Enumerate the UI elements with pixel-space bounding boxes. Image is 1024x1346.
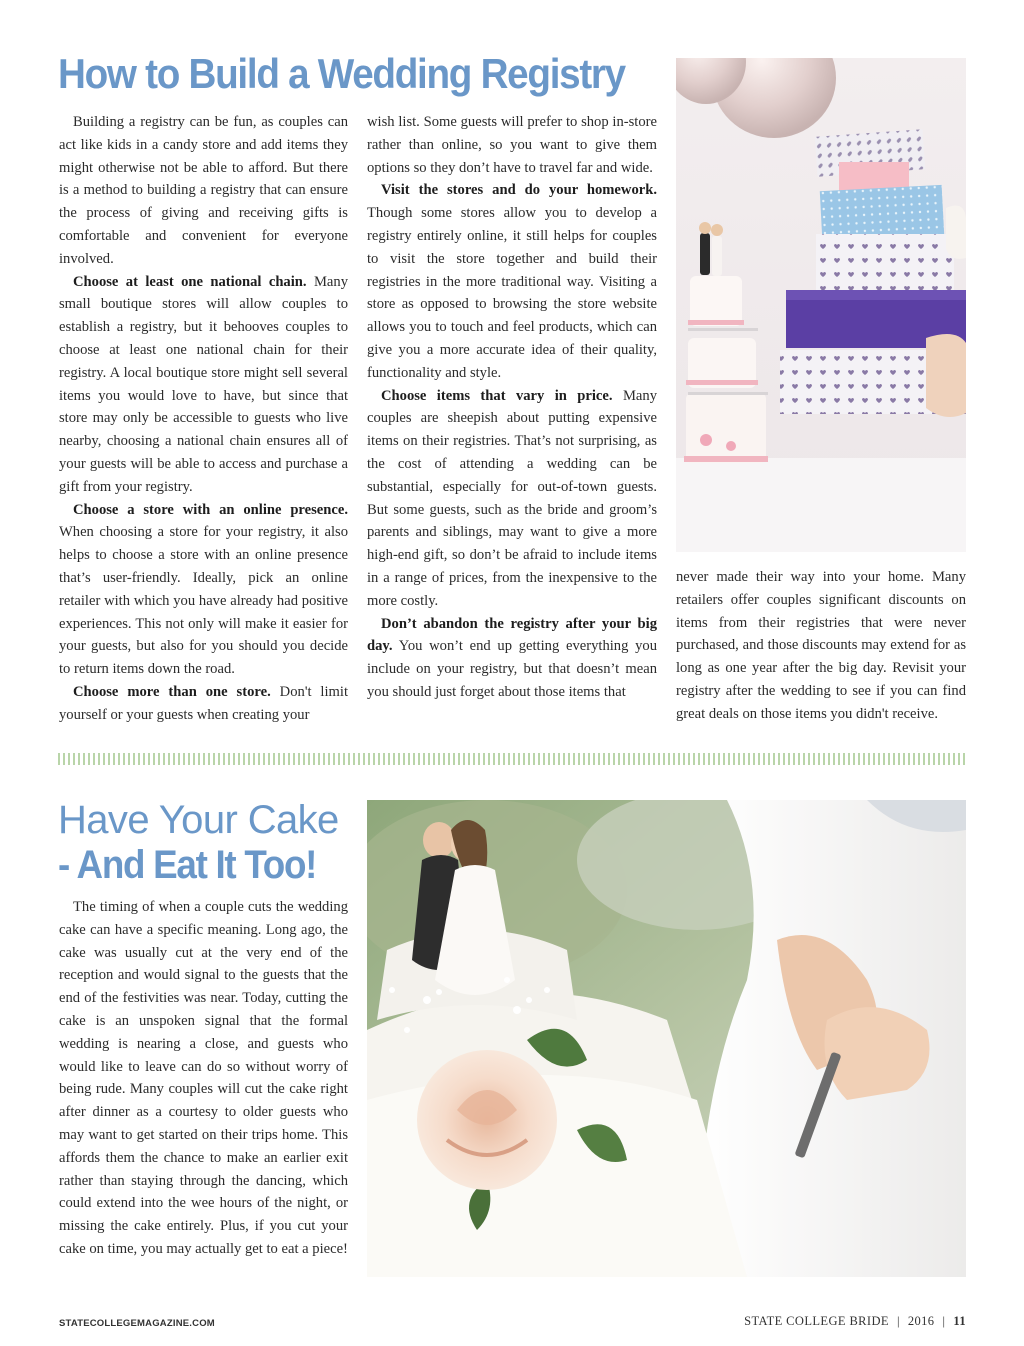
article-title-registry: How to Build a Wedding Registry	[58, 50, 625, 97]
title-line-2: - And Eat It Too!	[58, 843, 317, 887]
subhead: Choose more than one store.	[73, 683, 271, 700]
subhead: Choose items that vary in price.	[381, 387, 613, 404]
folio-separator: |	[896, 1314, 900, 1328]
section-divider	[58, 753, 966, 765]
title-line-1: Have Your Cake	[58, 798, 339, 842]
cake-cutting-illustration	[367, 800, 966, 1277]
footer-website: STATECOLLEGEMAGAZINE.COM	[59, 1318, 215, 1329]
paragraph	[59, 499, 348, 681]
paragraph-body: Don't limit yourself or your guests when creating your	[59, 683, 349, 723]
footer-folio	[744, 1314, 966, 1329]
paragraph: never made their way into your home. Many retailers offer couples significant discounts on items from their registries that were never purchased, and those discounts may extend for as long as one year after the big day. Revisit your registry after the wedding to see if you can find great deals on those items you didn't receive.	[676, 569, 966, 722]
publication-name: STATE COLLEGE BRIDE	[744, 1314, 889, 1328]
subhead: Don’t abandon the registry after your big day.	[367, 615, 657, 655]
folio-separator: |	[942, 1314, 946, 1328]
gifts-and-cake-illustration	[676, 58, 966, 552]
paragraph: The timing of when a couple cuts the wedding cake can have a specific meaning. Long ago, the cake was usually cut at the very end of the reception and would signal to the guests that the end of the festivities was near. Today, cutting the cake is an unspoken signal that the formal wedding is nearing a close, and guests who would like to leave can do so without worry of being rude. Many couples will cut the cake right after dinner as a courtesy to older guests who may want to get started on their trips home. This affords them the chance to make an earlier exit rather than staying through the dancing, which could extend into the wee hours of the night, or missing the cake entirely. Plus, if you cut your cake on time, you may actually get to eat a piece!	[59, 899, 348, 1257]
cake-cutting-photo	[367, 800, 966, 1277]
gifts-and-cake-photo	[676, 58, 966, 552]
subhead: Visit the stores and do your homework.	[381, 182, 657, 199]
paragraph	[367, 613, 657, 704]
registry-column-3	[676, 566, 966, 726]
paragraph-body: Though some stores allow you to develop a registry entirely online, it still helps for couples to visit the store together and build their registries in the more traditional way. Visiting a store as opposed to browsing the store website allows you to touch and feel products, which can give you a more accurate idea of their quality, functionality and style.	[367, 205, 657, 381]
registry-column-1	[59, 111, 348, 727]
page-number: 11	[953, 1314, 966, 1328]
paragraph-body: You won’t end up getting everything you include on your registry, but that doesn’t mean you should just forget about those items that	[367, 638, 657, 700]
article-title-cake	[58, 798, 339, 888]
cake-column	[59, 896, 348, 1261]
paragraph	[59, 271, 348, 499]
paragraph: Building a registry can be fun, as couples can act like kids in a candy store and add items they might otherwise not be able to afford. But there is a method to building a registry that can ensure the process of giving and receiving gifts is comfortable and convenient for everyone involved.	[59, 114, 348, 267]
issue-year: 2016	[907, 1314, 935, 1328]
subhead: Choose at least one national chain.	[73, 273, 307, 290]
paragraph-body: Many small boutique stores will allow couples to establish a registry, but it behooves couples to choose at least one national chain for their registry. A local boutique store might sell several items you would love to have, but since that store may only be accessible to guests who live nearby, choosing a national chain ensures all of your guests will be able to access and purchase a gift from your registry.	[59, 273, 348, 495]
paragraph-body: Many couples are sheepish about putting expensive items on their registries. That’s not surprising, as the cost of attending a wedding can be substantial, especially for out-of-town guests. But some guests, such as the bride and groom’s parents and siblings, may want to give a more high-end gift, so don’t be afraid to include items in a range of prices, from the inexpensive to the more costly.	[367, 387, 657, 609]
paragraph: wish list. Some guests will prefer to shop in-store rather than online, so you want to give them options so they don’t have to travel far and wide.	[367, 114, 657, 176]
paragraph	[367, 179, 657, 384]
registry-column-2	[367, 111, 657, 704]
paragraph	[367, 385, 657, 613]
paragraph-body: When choosing a store for your registry, it also helps to choose a store with an online presence that’s user-friendly. Ideally, pick an online retailer with which you have already had positive experiences. This not only will make it easier for your guests, but also for you should you decide to return items down the road.	[59, 524, 348, 678]
paragraph	[59, 681, 348, 727]
subhead: Choose a store with an online presence.	[73, 501, 348, 518]
